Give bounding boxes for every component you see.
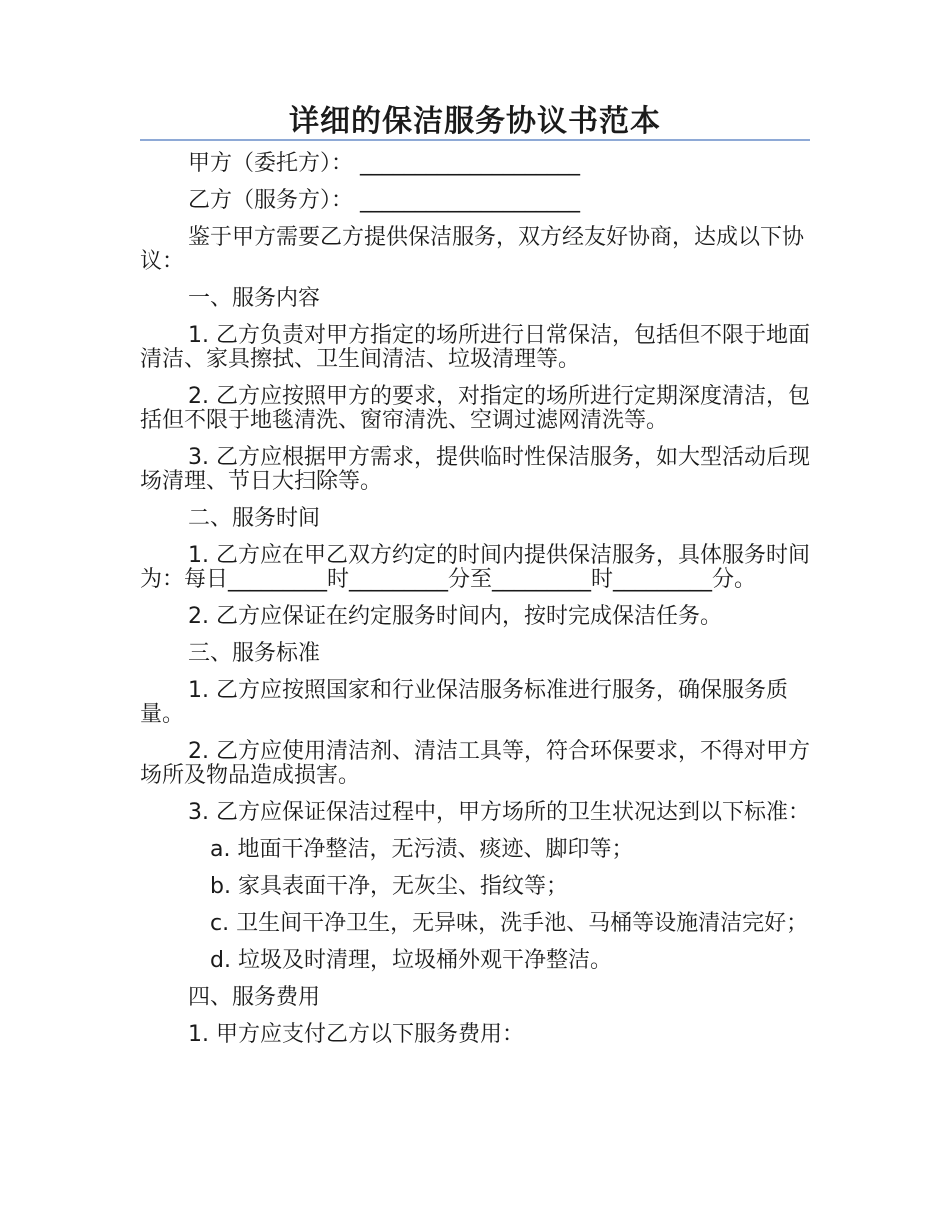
standard-item-c: c. 卫生间干净卫生，无异味，洗手池、马桶等设施清洁完好； bbox=[210, 911, 809, 936]
standard-item-d: d. 垃圾及时清理，垃圾桶外观干净整洁。 bbox=[210, 948, 612, 973]
clause-1-1: 1. 乙方负责对甲方指定的场所进行日常保洁，包括但不限于地面清洁、家具擦拭、卫生间清洁、垃圾清理等。 bbox=[140, 323, 810, 372]
clause-3-3: 3. 乙方应保证保洁过程中，甲方场所的卫生状况达到以下标准： bbox=[188, 800, 810, 825]
title-underline bbox=[140, 139, 810, 141]
standard-item-b: b. 家具表面干净，无灰尘、指纹等； bbox=[210, 874, 568, 899]
clause-1-3: 3. 乙方应根据甲方需求，提供临时性保洁服务，如大型活动后现场清理、节日大扫除等。 bbox=[140, 445, 810, 494]
clause-2-1: 1. 乙方应在甲乙双方约定的时间内提供保洁服务，具体服务时间为：每日_________时_________分至_________时_________分。 bbox=[140, 543, 810, 592]
party-a-line: 甲方（委托方）： ____________________ bbox=[188, 151, 580, 176]
section-heading-service-fee: 四、服务费用 bbox=[188, 985, 321, 1010]
section-heading-service-time: 二、服务时间 bbox=[188, 506, 321, 531]
section-heading-service-standard: 三、服务标准 bbox=[188, 641, 321, 666]
clause-3-1: 1. 乙方应按照国家和行业保洁服务标准进行服务，确保服务质量。 bbox=[140, 678, 788, 727]
standard-item-a: a. 地面干净整洁，无污渍、痰迹、脚印等； bbox=[210, 837, 634, 862]
clause-1-2: 2. 乙方应按照甲方的要求，对指定的场所进行定期深度清洁，包括但不限于地毯清洗、窗帘清洗、空调过滤网清洗等。 bbox=[140, 384, 810, 433]
document-body bbox=[140, 152, 810, 1060]
clause-3-2: 2. 乙方应使用清洁剂、清洁工具等，符合环保要求，不得对甲方场所及物品造成损害。 bbox=[140, 739, 810, 788]
document-title: 详细的保洁服务协议书范本 bbox=[289, 104, 661, 139]
intro-paragraph: 鉴于甲方需要乙方提供保洁服务，双方经友好协商，达成以下协议： bbox=[140, 225, 805, 274]
clause-4-1: 1. 甲方应支付乙方以下服务费用： bbox=[188, 1022, 524, 1047]
party-b-line: 乙方（服务方）： ____________________ bbox=[188, 188, 580, 213]
section-heading-service-content: 一、服务内容 bbox=[188, 286, 321, 311]
clause-2-2: 2. 乙方应保证在约定服务时间内，按时完成保洁任务。 bbox=[188, 604, 722, 629]
